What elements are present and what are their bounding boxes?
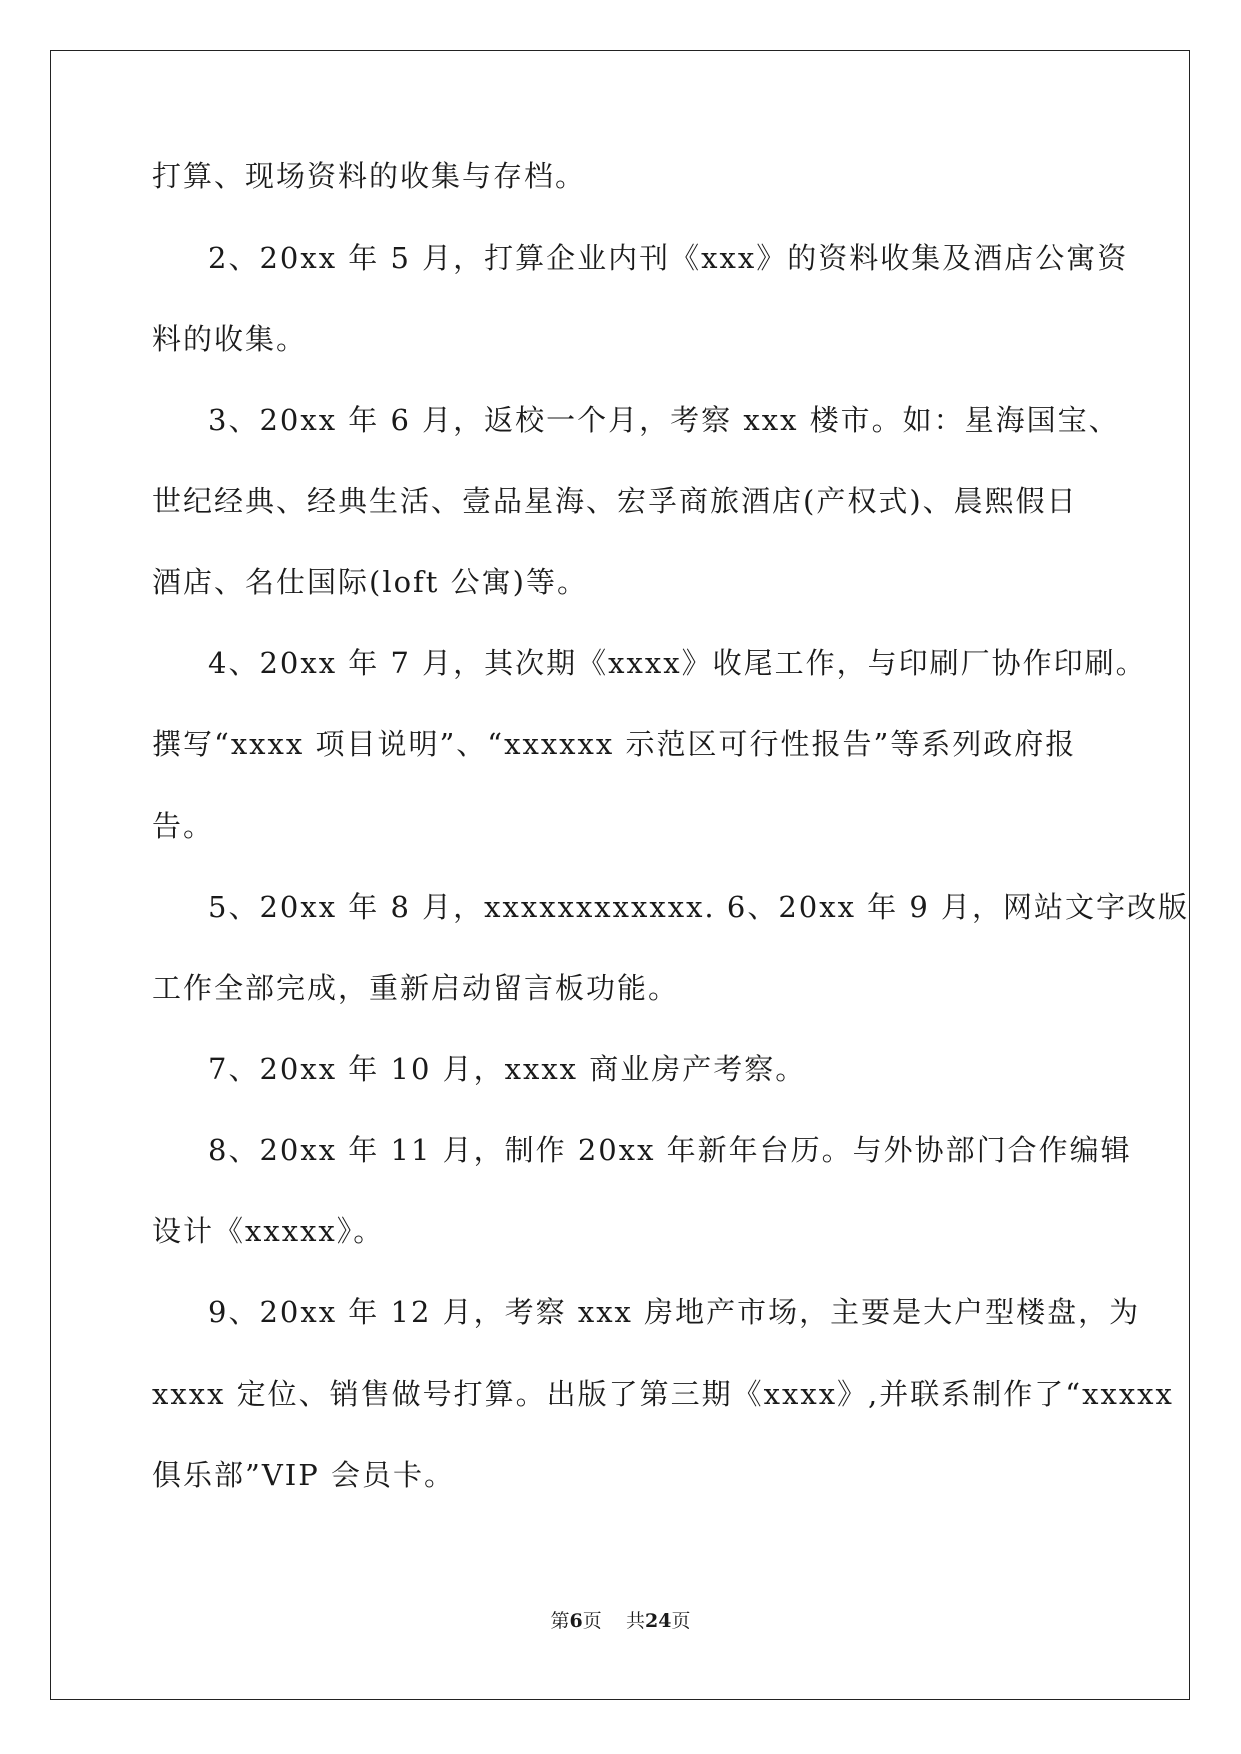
text-line: 打算、现场资料的收集与存档。 (152, 159, 587, 193)
paragraph-4: 4、20xx 年 7 月，其次期《xxxx》收尾工作，与印刷厂协作印刷。 (208, 646, 1147, 680)
page-border (50, 50, 1190, 1700)
paragraph-8: 8、20xx 年 11 月，制作 20xx 年新年台历。与外协部门合作编辑 (208, 1133, 1132, 1167)
paragraph-7: 7、20xx 年 10 月，xxxx 商业房产考察。 (208, 1052, 807, 1086)
footer-page-number: 6 (569, 1610, 583, 1632)
paragraph-2: 2、20xx 年 5 月，打算企业内刊《xxx》的资料收集及酒店公寓资 (208, 241, 1129, 275)
text-line: 料的收集。 (152, 322, 308, 356)
text-line: 酒店、名仕国际(loft 公寓)等。 (152, 565, 588, 599)
text-line: 告。 (152, 809, 215, 843)
text-line: 撰写“xxxx 项目说明”、“xxxxxx 示范区可行性报告”等系列政府报 (152, 727, 1077, 761)
footer-page-suffix: 页 (582, 1610, 602, 1632)
footer-total-suffix: 页 (671, 1610, 691, 1632)
footer-total-pages: 24 (644, 1610, 672, 1632)
paragraph-5: 5、20xx 年 8 月，xxxxxxxxxxxx. 6、20xx 年 9 月，网站文字改版 (208, 890, 1190, 924)
paragraph-3: 3、20xx 年 6 月，返校一个月，考察 xxx 楼市。如：星海国宝、 (208, 403, 1120, 437)
text-line: 世纪经典、经典生活、壹品星海、宏孚商旅酒店(产权式)、晨熙假日 (152, 484, 1078, 518)
footer-total-prefix: 共 (625, 1610, 645, 1632)
paragraph-9: 9、20xx 年 12 月，考察 xxx 房地产市场，主要是大户型楼盘，为 (208, 1295, 1141, 1329)
page-footer (0, 1606, 1241, 1633)
text-line: 设计《xxxxx》。 (152, 1214, 385, 1248)
footer-page-prefix: 第 (550, 1610, 570, 1632)
text-line: xxxx 定位、销售做号打算。出版了第三期《xxxx》,并联系制作了“xxxxx (152, 1377, 1174, 1411)
text-line: 工作全部完成，重新启动留言板功能。 (152, 971, 680, 1005)
text-line: 俱乐部”VIP 会员卡。 (152, 1458, 455, 1492)
